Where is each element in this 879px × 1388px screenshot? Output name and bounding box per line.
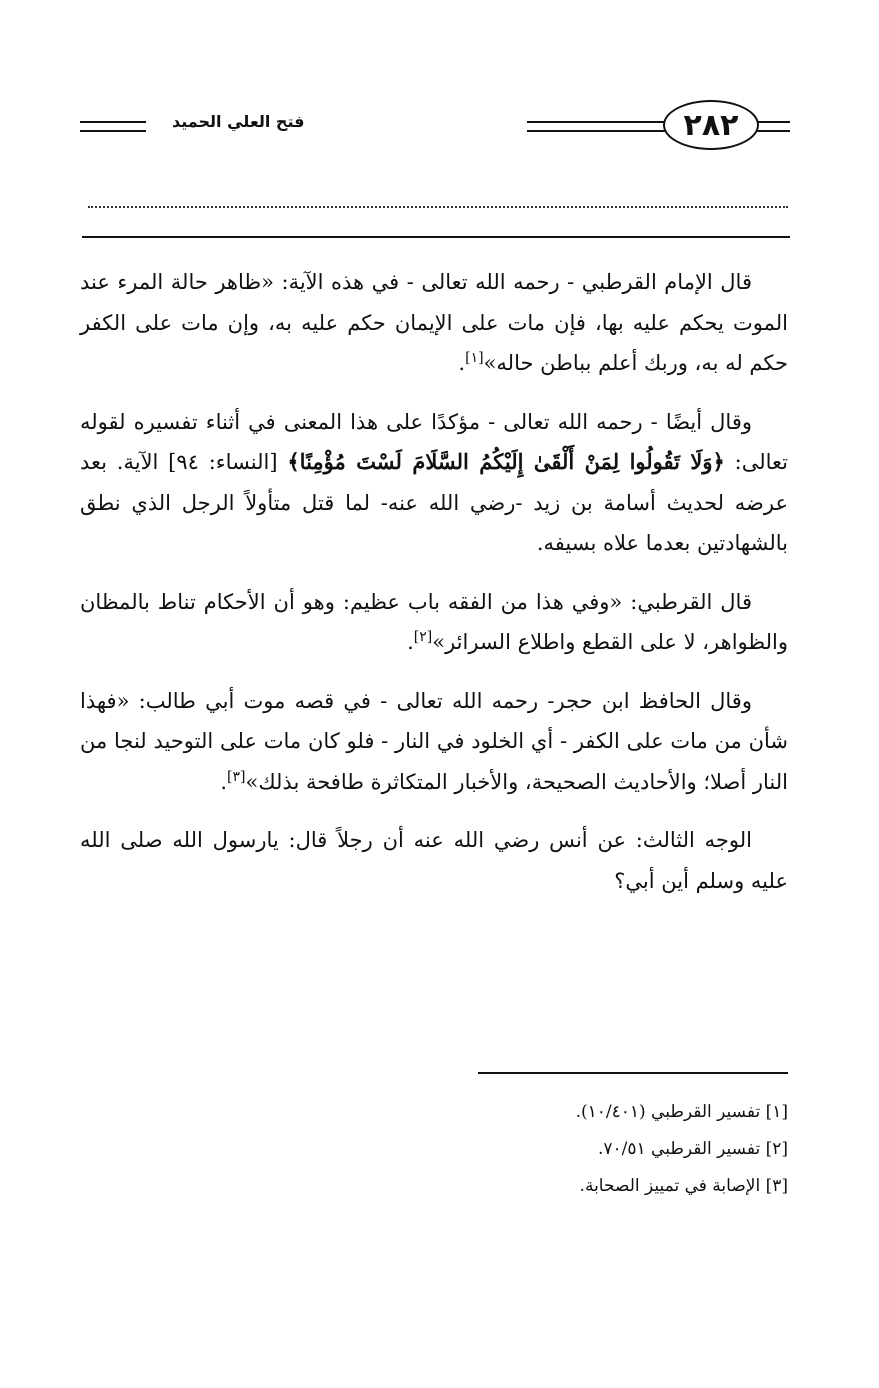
footnote-3: [٣] الإصابة في تمييز الصحابة. <box>579 1176 788 1196</box>
paragraph-text: الوجه الثالث: عن أنس رضي الله عنه أن رجلاً قال: يارسول الله صلى الله عليه وسلم أين أبي؟ <box>80 828 788 893</box>
header-rule <box>82 236 790 238</box>
paragraph-3 <box>80 582 788 663</box>
footnote-1: [١] تفسير القرطبي (١٠/٤٠١). <box>575 1102 788 1122</box>
paragraph-5 <box>80 820 788 901</box>
paragraph-end: . <box>458 351 466 375</box>
paragraph-2 <box>80 402 788 564</box>
quran-verse: ﴿وَلَا تَقُولُوا لِمَنْ أَلْقَىٰ إِلَيْكُمُ السَّلَامَ لَسْتَ مُؤْمِنًا﴾ <box>287 449 725 474</box>
paragraph-text: قال الإمام القرطبي - رحمه الله تعالى - في هذه الآية: «ظاهر حالة المرء عند الموت يحكم عليه بها، فإن مات على الإيمان حكم عليه به، وإن مات على الكفر حكم له به، وربك أعلم بباطن حاله» <box>80 270 788 375</box>
paragraph-text: قال القرطبي: «وفي هذا من الفقه باب عظيم: وهو أن الأحكام تناط بالمظان والظواهر، لا على القطع واطلاع السرائر» <box>80 589 788 654</box>
paragraph-text: وقال أيضًا - رحمه الله تعالى - مؤكدًا على هذا المعنى في أثناء تفسيره لقوله تعالى: <box>80 409 789 474</box>
paragraph-end: . <box>407 630 414 654</box>
footnote-ref: [٢] <box>413 629 433 645</box>
main-text <box>80 262 788 919</box>
title-ornament-lines <box>80 121 146 132</box>
paragraph-1 <box>80 262 788 384</box>
dotted-separator <box>88 192 788 208</box>
page-header <box>0 95 879 165</box>
page-number: ٢٨٢ <box>663 100 759 150</box>
footnote-2: [٢] تفسير القرطبي ٧٠/٥١. <box>597 1139 788 1159</box>
page-number-rule <box>527 121 667 132</box>
book-title: فتح العلي الحميد <box>172 112 305 131</box>
footnote-rule <box>478 1072 788 1074</box>
footnote-ref: [١] <box>465 350 484 366</box>
footnotes <box>380 1094 788 1205</box>
footnote-ref: [٣] <box>227 768 246 785</box>
paragraph-end: . <box>220 769 228 794</box>
paragraph-4 <box>80 681 788 803</box>
paragraph-text: [النساء: ٩٤] الآية. بعد عرضه لحديث أسامة بن زيد -رضي الله عنه- لما قتل متأولاً الرجل الذي نطق بالشهادتين بعدما علاه بسيفه. <box>80 450 788 555</box>
paragraph-text: وقال الحافظ ابن حجر- رحمه الله تعالى - في قصه موت أبي طالب: «فهذا شأن من مات على الكفر - أي الخلود في النار - فلو كان مات على التوحيد لنجا من النار أصلا؛ والأحاديث الصحيحة، والأخبار المتكاثرة طافحة بذلك» <box>80 688 788 794</box>
